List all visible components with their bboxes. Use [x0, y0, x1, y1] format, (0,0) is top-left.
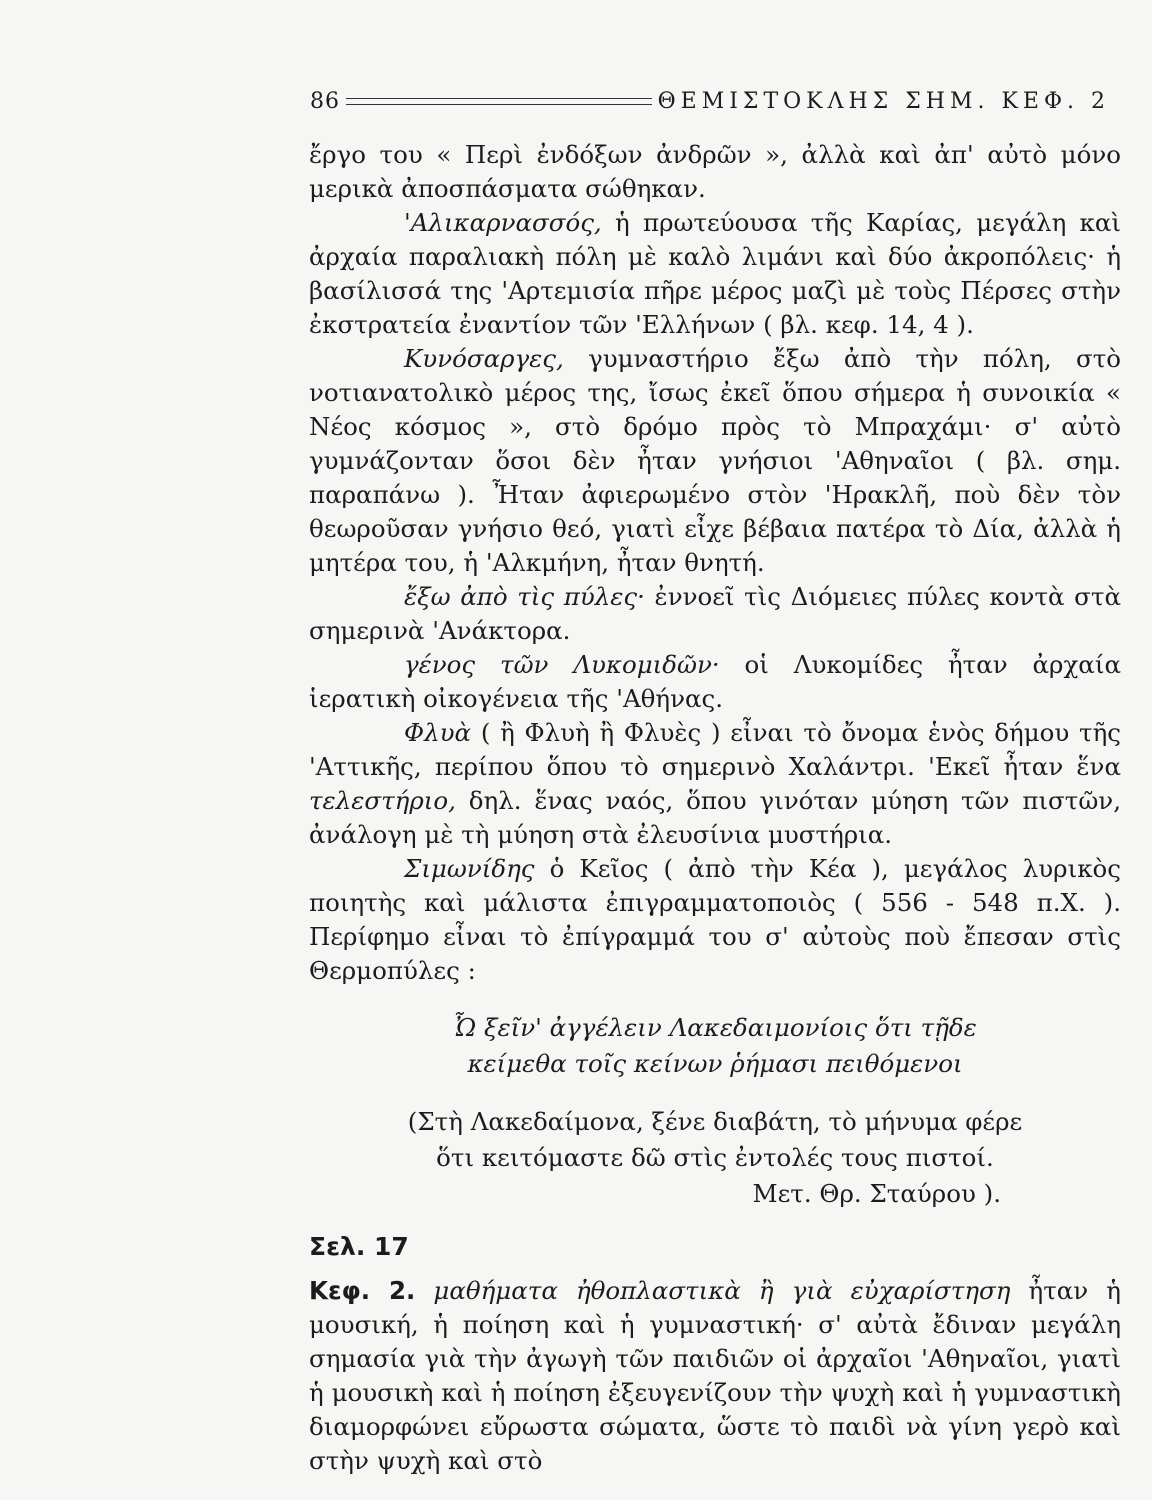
note-text: ὁ Κεῖος ( ἀπὸ τὴν Κέα ), μεγάλος λυρικὸς ποιητὴς καὶ μάλιστα ἐπιγραμματοποιὸς ( 556 - 548 π.Χ. ). Περίφημο εἶναι τὸ ἐπίγραμμά του σ' αὐτοὺς ποὺ ἔπεσαν στὶς Θερμοπύλες : — [309, 854, 1121, 985]
note-text: δηλ. ἕνας ναός, ὅπου γινόταν μύηση τῶν πιστῶν, ἀνάλογη μὲ τὴ μύηση στὰ ἐλευσίνια μυστήρια. — [309, 786, 1121, 849]
header-rule — [346, 98, 652, 105]
note-halicarnassus — [309, 206, 1121, 342]
note-term: μαθήματα ἠθοπλαστικὰ ἢ γιὰ εὐχαρίστηση — [433, 1276, 1011, 1305]
paragraph-continuation — [309, 138, 1121, 206]
note-term: Κυνόσαργες, — [404, 344, 564, 373]
paragraph-text: ἔργο του « Περὶ ἐνδόξων ἀνδρῶν », ἀλλὰ καὶ ἀπ' αὐτὸ μόνο μερικὰ ἀποσπάσματα σώθηκαν. — [309, 140, 1121, 203]
note-term: ἔξω ἀπὸ τὶς πύλες· — [404, 582, 645, 611]
note-term: 'Αλικαρνασσός, — [404, 208, 602, 237]
note-gates — [309, 580, 1121, 648]
note-term-telesterion: τελεστήριο, — [309, 786, 456, 815]
note-phlya — [309, 716, 1121, 852]
note-kynosarges — [309, 342, 1121, 580]
running-header — [310, 86, 1110, 116]
page-number: 86 — [310, 88, 340, 114]
note-term: γένος τῶν Λυκομιδῶν· — [404, 650, 720, 679]
page-body — [309, 138, 1121, 1478]
chapter-label: Κεφ. 2. — [309, 1276, 416, 1305]
translation-line: (Στὴ Λακεδαίμονα, ξένε διαβάτη, τὸ μήνυμα φέρε — [407, 1107, 1023, 1136]
epigram-translation — [309, 1104, 1121, 1212]
verse-line: Ὦ ξεῖν' ἀγγέλειν Λακεδαιμονίοις ὅτι τῇδε — [453, 1013, 977, 1042]
note-term: Φλυὰ — [404, 718, 472, 747]
running-title: ΘΕΜΙΣΤΟΚΛΗΣ ΣΗΜ. ΚΕΦ. 2 — [657, 88, 1110, 114]
note-text: ἦταν ἡ μουσική, ἡ ποίηση καὶ ἡ γυμναστική· σ' αὐτὰ ἔδιναν μεγάλη σημασία γιὰ τὴν ἀγωγὴ τῶν παιδιῶν οἱ ἀρχαῖοι 'Αθηναῖοι, γιατὶ ἡ μουσικὴ καὶ ἡ ποίηση ἐξευγενίζουν τὴν ψυχὴ καὶ ἡ γυμναστικὴ διαμορφώνει εὔρωστα σώματα, ὥστε τὸ παιδὶ νὰ γίνη γερὸ καὶ στὴν ψυχὴ καὶ στὸ — [309, 1276, 1121, 1475]
note-text: οἱ Λυκομίδες ἦταν ἀρχαία ἱερατικὴ οἰκογένεια τῆς 'Αθήνας. — [309, 650, 1121, 713]
note-simonides — [309, 852, 1121, 988]
epigram-verse — [309, 1010, 1121, 1082]
note-text: γυμναστήριο ἔξω ἀπὸ τὴν πόλη, στὸ νοτιανατολικὸ μέρος της, ἴσως ἐκεῖ ὅπου σήμερα ἡ συνοικία « Νέος κόσμος », στὸ δρόμο πρὸς τὸ Μπραχάμι· σ' αὐτὸ γυμνάζονταν ὅσοι δὲν ἦταν γνήσιοι 'Αθηναῖοι ( βλ. σημ. παραπάνω ). Ἦταν ἀφιερωμένο στὸν 'Ηρακλῆ, ποὺ δὲν τὸν θεωροῦσαν γνήσιο θεό, γιατὶ εἶχε βέβαια πατέρα τὸ Δία, ἀλλὰ ἡ μητέρα του, ἡ 'Αλκμήνη, ἦταν θνητή. — [309, 344, 1121, 577]
note-lykomidai — [309, 648, 1121, 716]
note-text: ( ἢ Φλυὴ ἢ Φλυὲς ) εἶναι τὸ ὄνομα ἑνὸς δήμου τῆς 'Αττικῆς, περίπου ὅπου τὸ σημερινὸ Χαλάντρι. 'Εκεῖ ἦταν ἕνα — [309, 718, 1121, 781]
section-heading: Σελ. 17 — [309, 1232, 409, 1261]
note-text: ἐννοεῖ τὶς Διόμειες πύλες κοντὰ στὰ σημερινὰ 'Ανάκτορα. — [309, 582, 1121, 645]
chapter-note — [309, 1274, 1121, 1478]
note-term: Σιμωνίδης — [404, 854, 535, 883]
translation-line: ὅτι κειτόμαστε δῶ στὶς ἐντολές τους πιστοί. — [436, 1143, 994, 1172]
translation-credit: Μετ. Θρ. Σταύρου ). — [752, 1179, 1001, 1208]
verse-line: κείμεθα τοῖς κείνων ῥήμασι πειθόμενοι — [467, 1049, 963, 1078]
note-text: ἡ πρωτεύουσα τῆς Καρίας, μεγάλη καὶ ἀρχαία παραλιακὴ πόλη μὲ καλὸ λιμάνι καὶ δύο ἀκροπόλεις· ἡ βασίλισσά της 'Αρτεμισία πῆρε μέρος μαζὶ μὲ τοὺς Πέρσες στὴν ἐκστρατεία ἐναντίον τῶν 'Ελλήνων ( βλ. κεφ. 14, 4 ). — [309, 208, 1121, 339]
